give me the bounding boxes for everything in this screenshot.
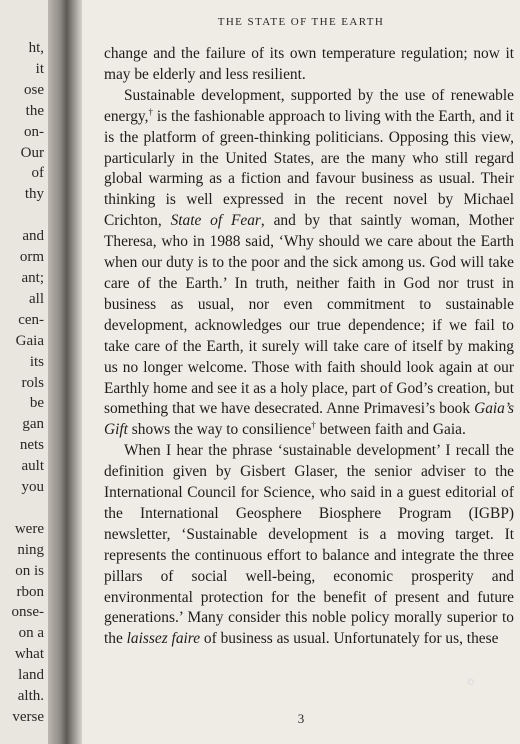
watermark-stamp: ✦ xyxy=(466,677,476,689)
left-line-fragment: nets xyxy=(19,437,44,454)
left-line-fragment: on- xyxy=(24,123,44,140)
page-number: 3 xyxy=(297,711,305,726)
left-line-fragment: it xyxy=(35,60,44,77)
left-line-fragment: onse- xyxy=(11,604,44,621)
paragraph-3: When I hear the phrase ‘sustainable development’ I recall the definition given by Gisbert Glaser, the senior adviser to the International Council for Science, who said in a guest editorial of the International Geosphere Biosphere Program (IGBP) newsletter, ‘Sustainable development is a moving target. It represents the continuous effort to balance and integrate the three pillars of social well-being, economic prosperity and environmental protection for the benefit of present and future generations.’ Many consider this noble policy morally superior to the laissez faire of business as usual. Unfortunately for us, these xyxy=(104,442,514,648)
left-line-fragment: what xyxy=(14,646,44,663)
left-line-fragment: thy xyxy=(24,186,44,203)
left-page-text-fragments xyxy=(12,38,45,728)
paragraph-2: Sustainable development, supported by the use of renewable energy,† is the fashionable approach to living with the Earth, and it is the platform of green-thinking politicians. Opposing this view, particularly in the United States, are the many who still regard global warming as a fiction and favour business as usual. Their thinking is well expressed in the recent novel by Michael Crichton, State of Fear, and by that saintly woman, Mother Theresa, who in 1988 said, ‘Why should we care about the Earth when our duty is to the poor and the sick among us. God will take care of the Earth.’ In truth, neither faith in God nor trust in business as usual, nor even commitment to sustainable development, acknowledges our true dependence; if we fail to take care of the Earth, it surely will take care of itself by making us no longer welcome. Those with faith should look again at our Earthly home and see it as a holy place, part of God’s creation, but something that we have desecrated. Anne Primavesi’s book Gaia’s Gift shows the way to consilience† between faith and Gaia. xyxy=(104,86,515,439)
left-line-fragment: be xyxy=(29,395,44,412)
dagger-mark: † xyxy=(148,106,154,117)
left-line-fragment: land xyxy=(18,667,44,684)
book-title-gaias-gift: Gaia’s Gift xyxy=(104,400,514,439)
right-page xyxy=(82,0,520,744)
left-line-fragment: alth. xyxy=(17,688,44,705)
left-line-fragment: ose xyxy=(24,81,44,98)
left-line-fragment: on is xyxy=(15,562,44,579)
left-line-fragment: ault xyxy=(21,458,44,475)
left-line-fragment: cen- xyxy=(18,311,44,328)
left-line-fragment: you xyxy=(21,479,44,496)
body-text xyxy=(104,44,514,650)
left-line-fragment: on a xyxy=(18,625,44,642)
left-line-fragment: the xyxy=(25,102,44,119)
left-line-fragment: of xyxy=(31,165,44,182)
paragraph-1: change and the failure of its own temperature regulation; now it may be elderly and less resilient. xyxy=(104,45,514,83)
left-page-edge xyxy=(0,0,48,744)
left-line-fragment: verse xyxy=(12,709,44,725)
running-head: THE STATE OF THE EARTH xyxy=(217,16,385,28)
book-title-state-of-fear: State of Fear xyxy=(170,212,261,230)
left-line-fragment: orm xyxy=(19,249,44,266)
left-line-fragment: rols xyxy=(21,374,44,391)
left-line-fragment: its xyxy=(29,353,44,370)
left-line-fragment: ht, xyxy=(28,40,44,56)
italic-laissez-faire: laissez faire xyxy=(126,630,201,648)
left-line-fragment: rbon xyxy=(16,583,44,600)
left-line-fragment: were xyxy=(14,520,44,537)
left-line-fragment: Gaia xyxy=(15,332,44,349)
left-line-fragment xyxy=(12,205,45,226)
left-line-fragment: gan xyxy=(22,416,44,433)
left-line-fragment: and xyxy=(22,228,44,245)
left-line-fragment: ant; xyxy=(21,269,44,286)
left-line-fragment xyxy=(12,498,45,519)
left-line-fragment: Our xyxy=(20,144,44,161)
left-line-fragment: ning xyxy=(17,541,44,558)
dagger-mark: † xyxy=(311,420,316,431)
left-line-fragment: all xyxy=(29,290,44,307)
book-gutter xyxy=(48,0,82,744)
